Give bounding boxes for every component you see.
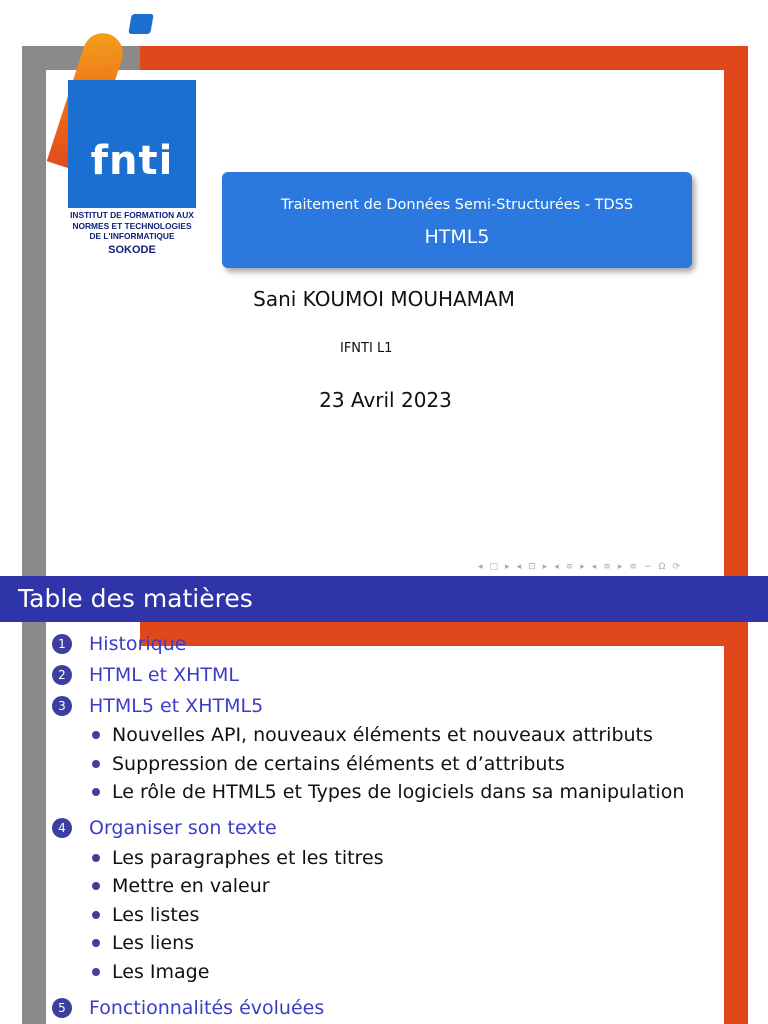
bullet-icon	[92, 854, 100, 862]
nav-symbol-icon[interactable]: ⟳	[672, 562, 680, 572]
bullet-icon	[92, 788, 100, 796]
subsection-link[interactable]: Les Image	[112, 960, 210, 983]
subsection-link[interactable]: Les liens	[112, 932, 195, 955]
bullet-icon	[92, 882, 100, 890]
frame-gray-left	[22, 46, 46, 576]
frame-orange-right	[724, 46, 748, 576]
institute-label: IFNTI L1	[340, 341, 393, 356]
frame-orange-top	[140, 46, 748, 70]
nav-symbol-icon[interactable]: ▸	[617, 562, 623, 572]
subsection-link[interactable]: Le rôle de HTML5 et Types de logiciels dans sa manipulation	[112, 781, 685, 804]
nav-symbol-icon[interactable]: ◂	[554, 562, 559, 572]
toc-section[interactable]	[52, 690, 752, 721]
bullet-icon	[92, 911, 100, 919]
nav-symbol-icon[interactable]: ≡	[565, 562, 574, 572]
logo-city: SOKODE	[108, 243, 156, 256]
presentation-date: 23 Avril 2023	[319, 388, 452, 412]
nav-symbol-icon[interactable]: ◂	[516, 562, 522, 572]
toc-subsection[interactable]	[52, 750, 752, 779]
section-number-badge: 5	[52, 998, 72, 1018]
logo-institute-name	[68, 210, 196, 257]
toc-subsection[interactable]	[52, 901, 752, 930]
toc-slide	[0, 576, 768, 1024]
logo-i-dot	[128, 14, 154, 34]
nav-symbol-icon[interactable]: ≡	[603, 562, 611, 572]
section-link[interactable]: HTML5 et XHTML5	[89, 694, 264, 717]
subsection-link[interactable]: Nouvelles API, nouveaux éléments et nouveaux attributs	[112, 724, 653, 747]
subsection-link[interactable]: Suppression de certains éléments et d’attributs	[112, 752, 565, 775]
bullet-icon	[92, 939, 100, 947]
author-block	[0, 287, 768, 311]
bullet-icon	[92, 760, 100, 768]
toc-subsection[interactable]	[52, 872, 752, 901]
logo-line-3: DE L'INFORMATIQUE	[89, 231, 175, 241]
nav-symbol-icon[interactable]: ▸	[505, 562, 510, 572]
logo-line-1: INSTITUT DE FORMATION AUX	[70, 210, 194, 220]
section-link[interactable]: HTML et XHTML	[89, 663, 239, 686]
subsection-link[interactable]: Mettre en valeur	[112, 875, 270, 898]
toc-subsection[interactable]	[52, 958, 752, 987]
nav-symbol-icon[interactable]: Ω	[658, 562, 666, 572]
toc-section[interactable]	[52, 659, 752, 690]
logo-line-2: NORMES ET TECHNOLOGIES	[72, 220, 192, 231]
toc-subsection[interactable]	[52, 778, 752, 807]
ifnti-logo	[68, 14, 196, 264]
date-block	[0, 388, 768, 412]
nav-symbol-icon[interactable]: ∽	[643, 562, 652, 572]
nav-symbol-icon[interactable]: ▸	[580, 562, 585, 572]
title-box	[222, 172, 692, 268]
toc-section[interactable]	[52, 628, 752, 659]
bullet-icon	[92, 731, 100, 739]
toc-subsection[interactable]	[52, 929, 752, 958]
toc-heading: Table des matières	[0, 576, 768, 622]
subsection-link[interactable]: Les listes	[112, 903, 200, 926]
section-number-badge: 2	[52, 665, 72, 685]
nav-symbol-icon[interactable]: ⊡	[528, 562, 536, 572]
section-number-badge: 3	[52, 696, 72, 716]
toc-subsection[interactable]	[52, 721, 752, 750]
beamer-navigation-bar[interactable]	[478, 560, 680, 574]
nav-symbol-icon[interactable]: ◂	[478, 562, 483, 572]
section-link[interactable]: Fonctionnalités évoluées	[89, 996, 325, 1019]
logo-wordmark: fnti	[90, 138, 174, 184]
section-number-badge: 1	[52, 634, 72, 654]
nav-symbol-icon[interactable]: ≡	[629, 562, 637, 572]
section-link[interactable]: Organiser son texte	[89, 817, 277, 839]
section-number-badge: 4	[52, 818, 72, 838]
table-of-contents	[52, 628, 752, 1023]
nav-symbol-icon[interactable]: ◂	[591, 562, 597, 572]
bullet-icon	[92, 968, 100, 976]
subsection-link[interactable]: Les paragraphes et les titres	[112, 846, 384, 869]
presentation-title: HTML5	[424, 226, 490, 248]
course-title: Traitement de Données Semi-Structurées - TDSS	[280, 197, 634, 213]
nav-symbol-icon[interactable]: ▸	[542, 562, 548, 572]
nav-symbol-icon[interactable]: □	[489, 562, 499, 572]
toc-subsection[interactable]	[52, 844, 752, 873]
frame-gray-left	[22, 622, 46, 1024]
toc-section[interactable]	[52, 813, 752, 844]
section-link[interactable]: Historique	[89, 632, 187, 655]
toc-section[interactable]	[52, 992, 752, 1023]
author-name: Sani KOUMOI MOUHAMAM	[253, 287, 515, 311]
